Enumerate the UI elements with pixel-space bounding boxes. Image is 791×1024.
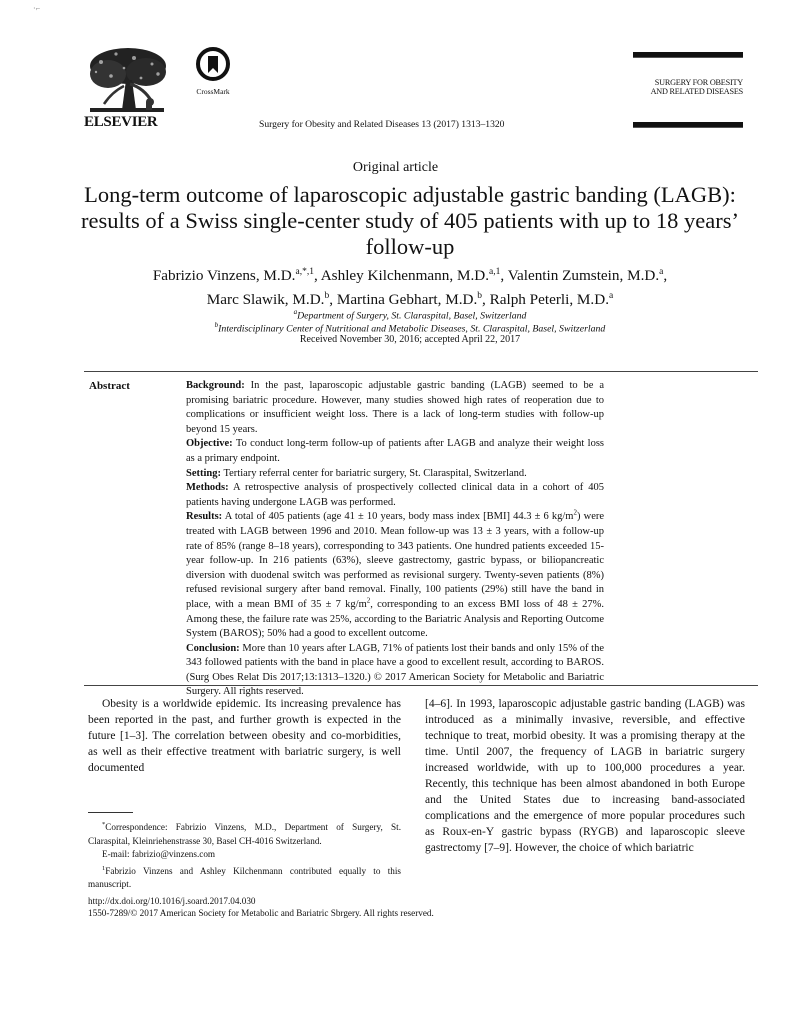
journal-brand xyxy=(633,78,743,96)
abstract-text: A retrospective analysis of prospectively collected clinical data in a cohort of 405 patients having undergone LAGB was performed. xyxy=(186,482,605,508)
elsevier-tree-logo xyxy=(86,44,168,116)
footnote-rule xyxy=(88,812,133,813)
superscript: 2 xyxy=(573,508,577,517)
affiliation-text: Department of Surgery, St. Claraspital, Basel, Switzerland xyxy=(297,310,527,322)
abstract-text: , corresponding to an excess BMI loss of 48 ± 27%. Among these, the failure rate was 25%, according to the Bariatric Analysis and Reporting Outcome System (BAROS); 50% had a good to excellent outcome. xyxy=(186,598,604,640)
author-affiliation-mark: a,1 xyxy=(489,267,501,277)
author-affiliation-mark: a xyxy=(659,267,664,277)
crossmark-icon xyxy=(196,47,230,81)
abstract-heading: Objective: xyxy=(186,438,233,450)
abstract-rule-top xyxy=(84,371,758,372)
abstract-text: In the past, laparoscopic adjustable gastric banding (LAGB) seemed to be a promising bariatric procedure. However, many studies showed high rates of reoperation due to complications or insufficient weight loss. There is a lack of long-term studies with follow-up beyond 15 years. xyxy=(186,380,605,435)
abstract-heading: Results: xyxy=(186,511,223,523)
body-paragraph: [4–6]. In 1993, laparoscopic adjustable gastric banding (LAGB) was introduced as a minimally invasive, reversible, and effective technique to treat, morbid obesity. It was a promising therapy at the time. Until 2007, the frequency of LAGB in bariatric surgery increased worldwide, with up to 100,000 procedures a year. Recently, this technique has been almost abandoned in both Europe and the United States due to increasing band-associated complications and the emergence of more popular procedures such as Roux-en-Y gastric bypass (RYGB) and laparoscopic sleeve gastrectomy [7–9]. However, the choice of which bariatric xyxy=(425,698,745,854)
author-list: Fabrizio Vinzens, M.D.$^{a,*,1}$, Ashley Kilchenmann, M.D.$^{a,1}$, Valentin Zumstein, M.D.$^a$, Marc Slawik, M.D.$^b$, Martina Gebhart, M.D.$^b$, Ralph Peterli, M.D.$^a$ xyxy=(152,267,668,309)
journal-brand-rule-top xyxy=(633,52,743,58)
abstract-text: Tertiary referral center for bariatric surgery, St. Claraspital, Switzerland. xyxy=(223,467,527,479)
body-paragraph: Obesity is a worldwide epidemic. Its increasing prevalence has been reported in the past, and further growth is expected in the future [1–3]. The correlation between obesity and co-morbidities, as well as their effective treatment with bariatric surgery, is well documented xyxy=(88,698,401,774)
scan-artifact: ·⌐ xyxy=(33,4,41,13)
author-affiliation-mark: a xyxy=(609,291,614,302)
contribution-text: Fabrizio Vinzens and Ashley Kilchenmann contributed equally to this manuscript. xyxy=(88,865,401,890)
author-name: Marc Slawik, M.D. xyxy=(206,291,325,309)
abstract-text: ) were treated with LAGB between 1996 and 2010. Mean follow-up was 13 ± 3 years, with a follow-up rate of 85% (range 8–18 years), corresponding to 343 patients. One hundred patients exceeded 15-year follow-up. In 216 patients (63%), sleeve gastrectomy, gastric bypass, or biliopancreatic diversion with duodenal switch was performed as revisional surgery. Twenty-seven patients (8%) refused revisional surgery after band removal. Finally, 100 patients (29%) still have the band in place, with a mean BMI of 35 ± 7 kg/m xyxy=(186,511,605,610)
abstract-text: To conduct long-term follow-up of patients after LAGB and analyze their weight loss as a primary endpoint. xyxy=(186,438,604,464)
author-name: Fabrizio Vinzens, M.D. xyxy=(152,267,296,285)
author-name: Valentin Zumstein, M.D. xyxy=(507,267,660,285)
abstract-setting xyxy=(186,467,604,482)
journal-brand-line2: AND RELATED DISEASES xyxy=(650,87,743,96)
correspondence-text: Correspondence: Fabrizio Vinzens, M.D., Department of Surgery, St. Claraspital, Kleinriehenstrasse 30, Basel CH-4016 Switzerland. xyxy=(88,822,401,846)
abstract-rule-bottom xyxy=(84,685,758,686)
affiliation-b xyxy=(60,321,760,334)
affiliation-a xyxy=(60,308,760,321)
abstract-text: More than 10 years after LAGB, 71% of patients lost their bands and only 15% of the 343 followed patients with the band in place have a good to excellent result, according to BAROS. (Surg Obes Relat Dis 2017;13:1313–1320.) © 2017 American Society for Metabolic and Bariatric Surgery. All rights reserved. xyxy=(186,642,604,698)
journal-brand-rule-bottom xyxy=(633,122,743,128)
author xyxy=(508,267,664,284)
body-column-right xyxy=(425,696,745,856)
body-column-left xyxy=(88,696,401,776)
abstract-heading: Conclusion: xyxy=(186,642,240,654)
footnotes xyxy=(88,818,401,892)
abstract-text: A total of 405 patients (age 41 ± 10 years, body mass index [BMI] 44.3 ± 6 kg/m xyxy=(224,511,574,523)
footnote-mark: * xyxy=(102,821,106,828)
author-affiliation-mark: b xyxy=(324,291,330,302)
abstract-heading: Setting: xyxy=(186,467,221,479)
footnote-mark: 1 xyxy=(102,864,106,872)
author-affiliation-mark: a,*,1 xyxy=(295,267,314,277)
doi-link[interactable]: http://dx.doi.org/10.1016/j.soard.2017.04.030 xyxy=(88,896,256,906)
crossmark-badge[interactable] xyxy=(193,47,233,96)
superscript: 2 xyxy=(366,596,371,605)
correspondence-note xyxy=(88,818,401,848)
author xyxy=(490,291,614,308)
copyright-line: 1550-7289/© 2017 American Society for Metabolic and Bariatric Sbrgery. All rights reserved. xyxy=(88,908,434,918)
author-affiliation-mark: b xyxy=(477,291,483,302)
abstract-background xyxy=(186,379,604,437)
abstract-label: Abstract xyxy=(89,380,130,392)
abstract-conclusion xyxy=(186,642,604,700)
author-name: Ashley Kilchenmann, M.D. xyxy=(320,267,490,285)
author xyxy=(321,267,501,284)
journal-citation: Surgery for Obesity and Related Diseases 13 (2017) 1313–1320 xyxy=(259,119,505,130)
abstract-objective xyxy=(186,437,604,466)
publisher-wordmark: ELSEVIER xyxy=(84,114,158,130)
abstract-body xyxy=(186,379,604,700)
contribution-note xyxy=(88,862,401,892)
abstract-heading: Background: xyxy=(186,380,245,391)
journal-brand-line1: SURGERY FOR OBESITY xyxy=(654,78,743,87)
author-name: Ralph Peterli, M.D. xyxy=(489,291,609,309)
abstract-heading: Methods: xyxy=(186,482,229,494)
article-type: Original article xyxy=(352,160,439,175)
article-title: Long-term outcome of laparoscopic adjustable gastric banding (LAGB): results of a Swiss single-center study of 405 patients with up to 18 years’ follow-up xyxy=(80,182,739,259)
author xyxy=(337,291,482,308)
author-name: Martina Gebhart, M.D. xyxy=(336,291,478,309)
abstract-methods xyxy=(186,481,604,510)
affiliation-mark: a xyxy=(293,308,298,316)
abstract-results xyxy=(186,510,604,641)
author xyxy=(153,267,314,284)
received-dates: Received November 30, 2016; accepted April 22, 2017 xyxy=(299,334,521,345)
email-note[interactable]: E-mail: fabrizio@vinzens.com xyxy=(102,849,216,860)
affiliation-mark: b xyxy=(214,321,219,329)
crossmark-label: CrossMark xyxy=(196,87,230,96)
affiliation-text: Interdisciplinary Center of Nutritional and Metabolic Diseases, St. Claraspital, Basel, Switzerland xyxy=(218,323,606,335)
author xyxy=(207,291,329,308)
